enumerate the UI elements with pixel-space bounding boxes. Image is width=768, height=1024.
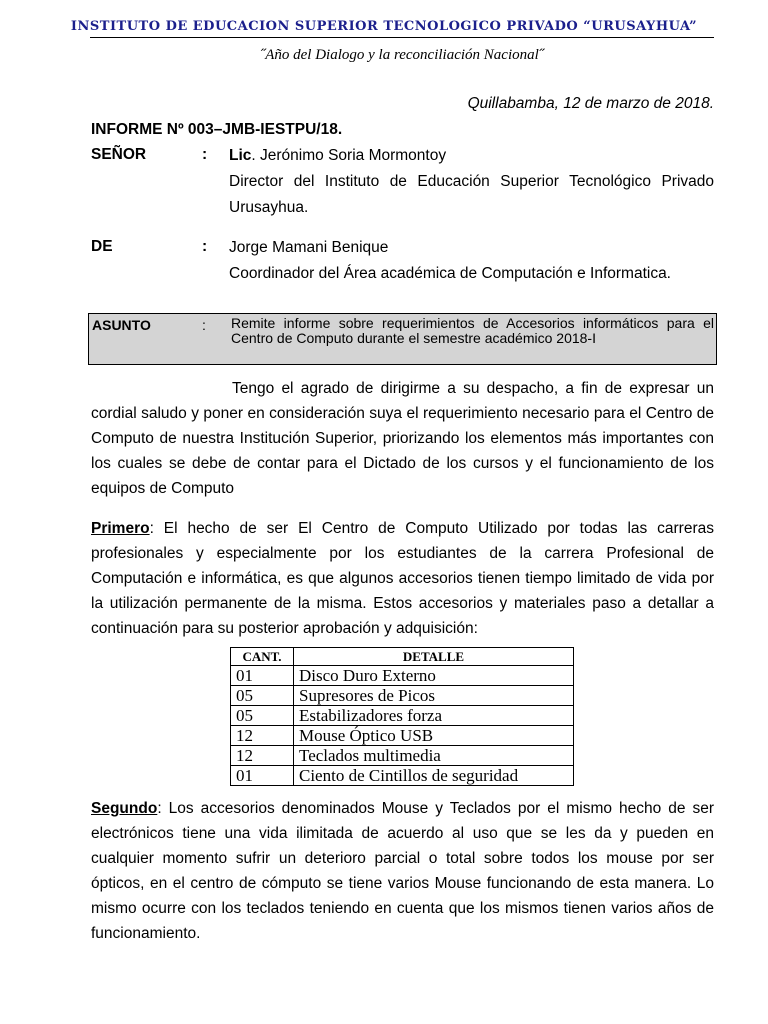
detail-cell: Disco Duro Externo [294,666,574,686]
detail-cell: Mouse Óptico USB [294,726,574,746]
header-divider [90,37,714,38]
segundo-label: Segundo [91,800,158,817]
quantity-cell: 05 [231,686,294,706]
quantity-cell: 12 [231,726,294,746]
recipient-label: SEÑOR [91,146,147,163]
detail-cell: Teclados multimedia [294,746,574,766]
subject-colon: : [202,317,206,333]
requirements-table [230,647,574,786]
subject-text: Remite informe sobre requerimientos de Accesorios informáticos para el Centro de Computo durante el semestre académico 2018-I [231,315,714,346]
header-quantity: CANT. [231,648,294,666]
table-row [231,746,574,766]
recipient-colon: : [202,146,208,163]
detail-cell: Supresores de Picos [294,686,574,706]
quantity-cell: 05 [231,706,294,726]
table-row [231,706,574,726]
quantity-cell: 01 [231,666,294,686]
report-number: INFORME Nº 003–JMB-IESTPU/18. [91,121,343,138]
recipient-name [229,143,714,169]
institution-header: INSTITUTO DE EDUCACION SUPERIOR TECNOLOGICO PRIVADO “URUSAYHUA” [70,19,698,34]
table-row [231,766,574,786]
primero-label: Primero [91,520,150,537]
table-row [231,726,574,746]
year-motto: ˝Año del Dialogo y la reconciliación Nacional˝ [260,47,544,63]
table-header-row [231,648,574,666]
subject-label: ASUNTO [92,317,151,333]
letter-date: Quillabamba, 12 de marzo de 2018. [467,95,714,112]
header-detail: DETALLE [294,648,574,666]
sender-name: Jorge Mamani Benique [229,239,389,256]
quantity-cell: 12 [231,746,294,766]
intro-paragraph [91,376,714,501]
primero-paragraph [91,516,714,641]
sender-colon: : [202,238,208,255]
primero-text: : El hecho de ser El Centro de Computo Utilizado por todas las carreras profesionales y especialmente por los estudiantes de la carrera Profesional de Computación e informática, es que algunos accesorios tienen tiempo limitado de vida por la utilización permanente de la misma. Estos accesorios y materiales paso a detallar a continuación para su posterior aprobación y adquisición: [91,520,714,637]
recipient-name-text: . Jerónimo Soria Mormontoy [251,147,447,164]
table-row [231,686,574,706]
sender-label: DE [91,238,113,255]
segundo-text: : Los accesorios denominados Mouse y Teclados por el mismo hecho de ser electrónicos tiene una vida ilimitada de acuerdo al uso que se les da y pueden en cualquier momento sufrir un deterioro parcial o total sobre todos los mouse por ser ópticos, en el centro de cómputo se tiene varios Mouse funcionando de esta manera. Lo mismo ocurre con los teclados teniendo en cuenta que los mismos tienen varios años de funcionamiento. [91,800,714,942]
sender-position: Coordinador del Área académica de Computación e Informatica. [229,265,671,282]
quantity-cell: 01 [231,766,294,786]
detail-cell: Estabilizadores forza [294,706,574,726]
recipient-position: Director del Instituto de Educación Superior Tecnológico Privado Urusayhua. [229,173,714,216]
detail-cell: Ciento de Cintillos de seguridad [294,766,574,786]
recipient-block [229,143,714,221]
intro-text: Tengo el agrado de dirigirme a su despacho, a fin de expresar un cordial saludo y poner en consideración suya el requerimiento necesario para el Centro de Computo de nuestra Institución Superior, priorizando los elementos más importantes con los cuales se debe de contar para el Dictado de los cursos y el funcionamiento de los equipos de Computo [91,380,714,497]
sender-block [229,235,714,287]
table-row [231,666,574,686]
segundo-paragraph [91,796,714,946]
recipient-title: Lic [229,147,252,164]
